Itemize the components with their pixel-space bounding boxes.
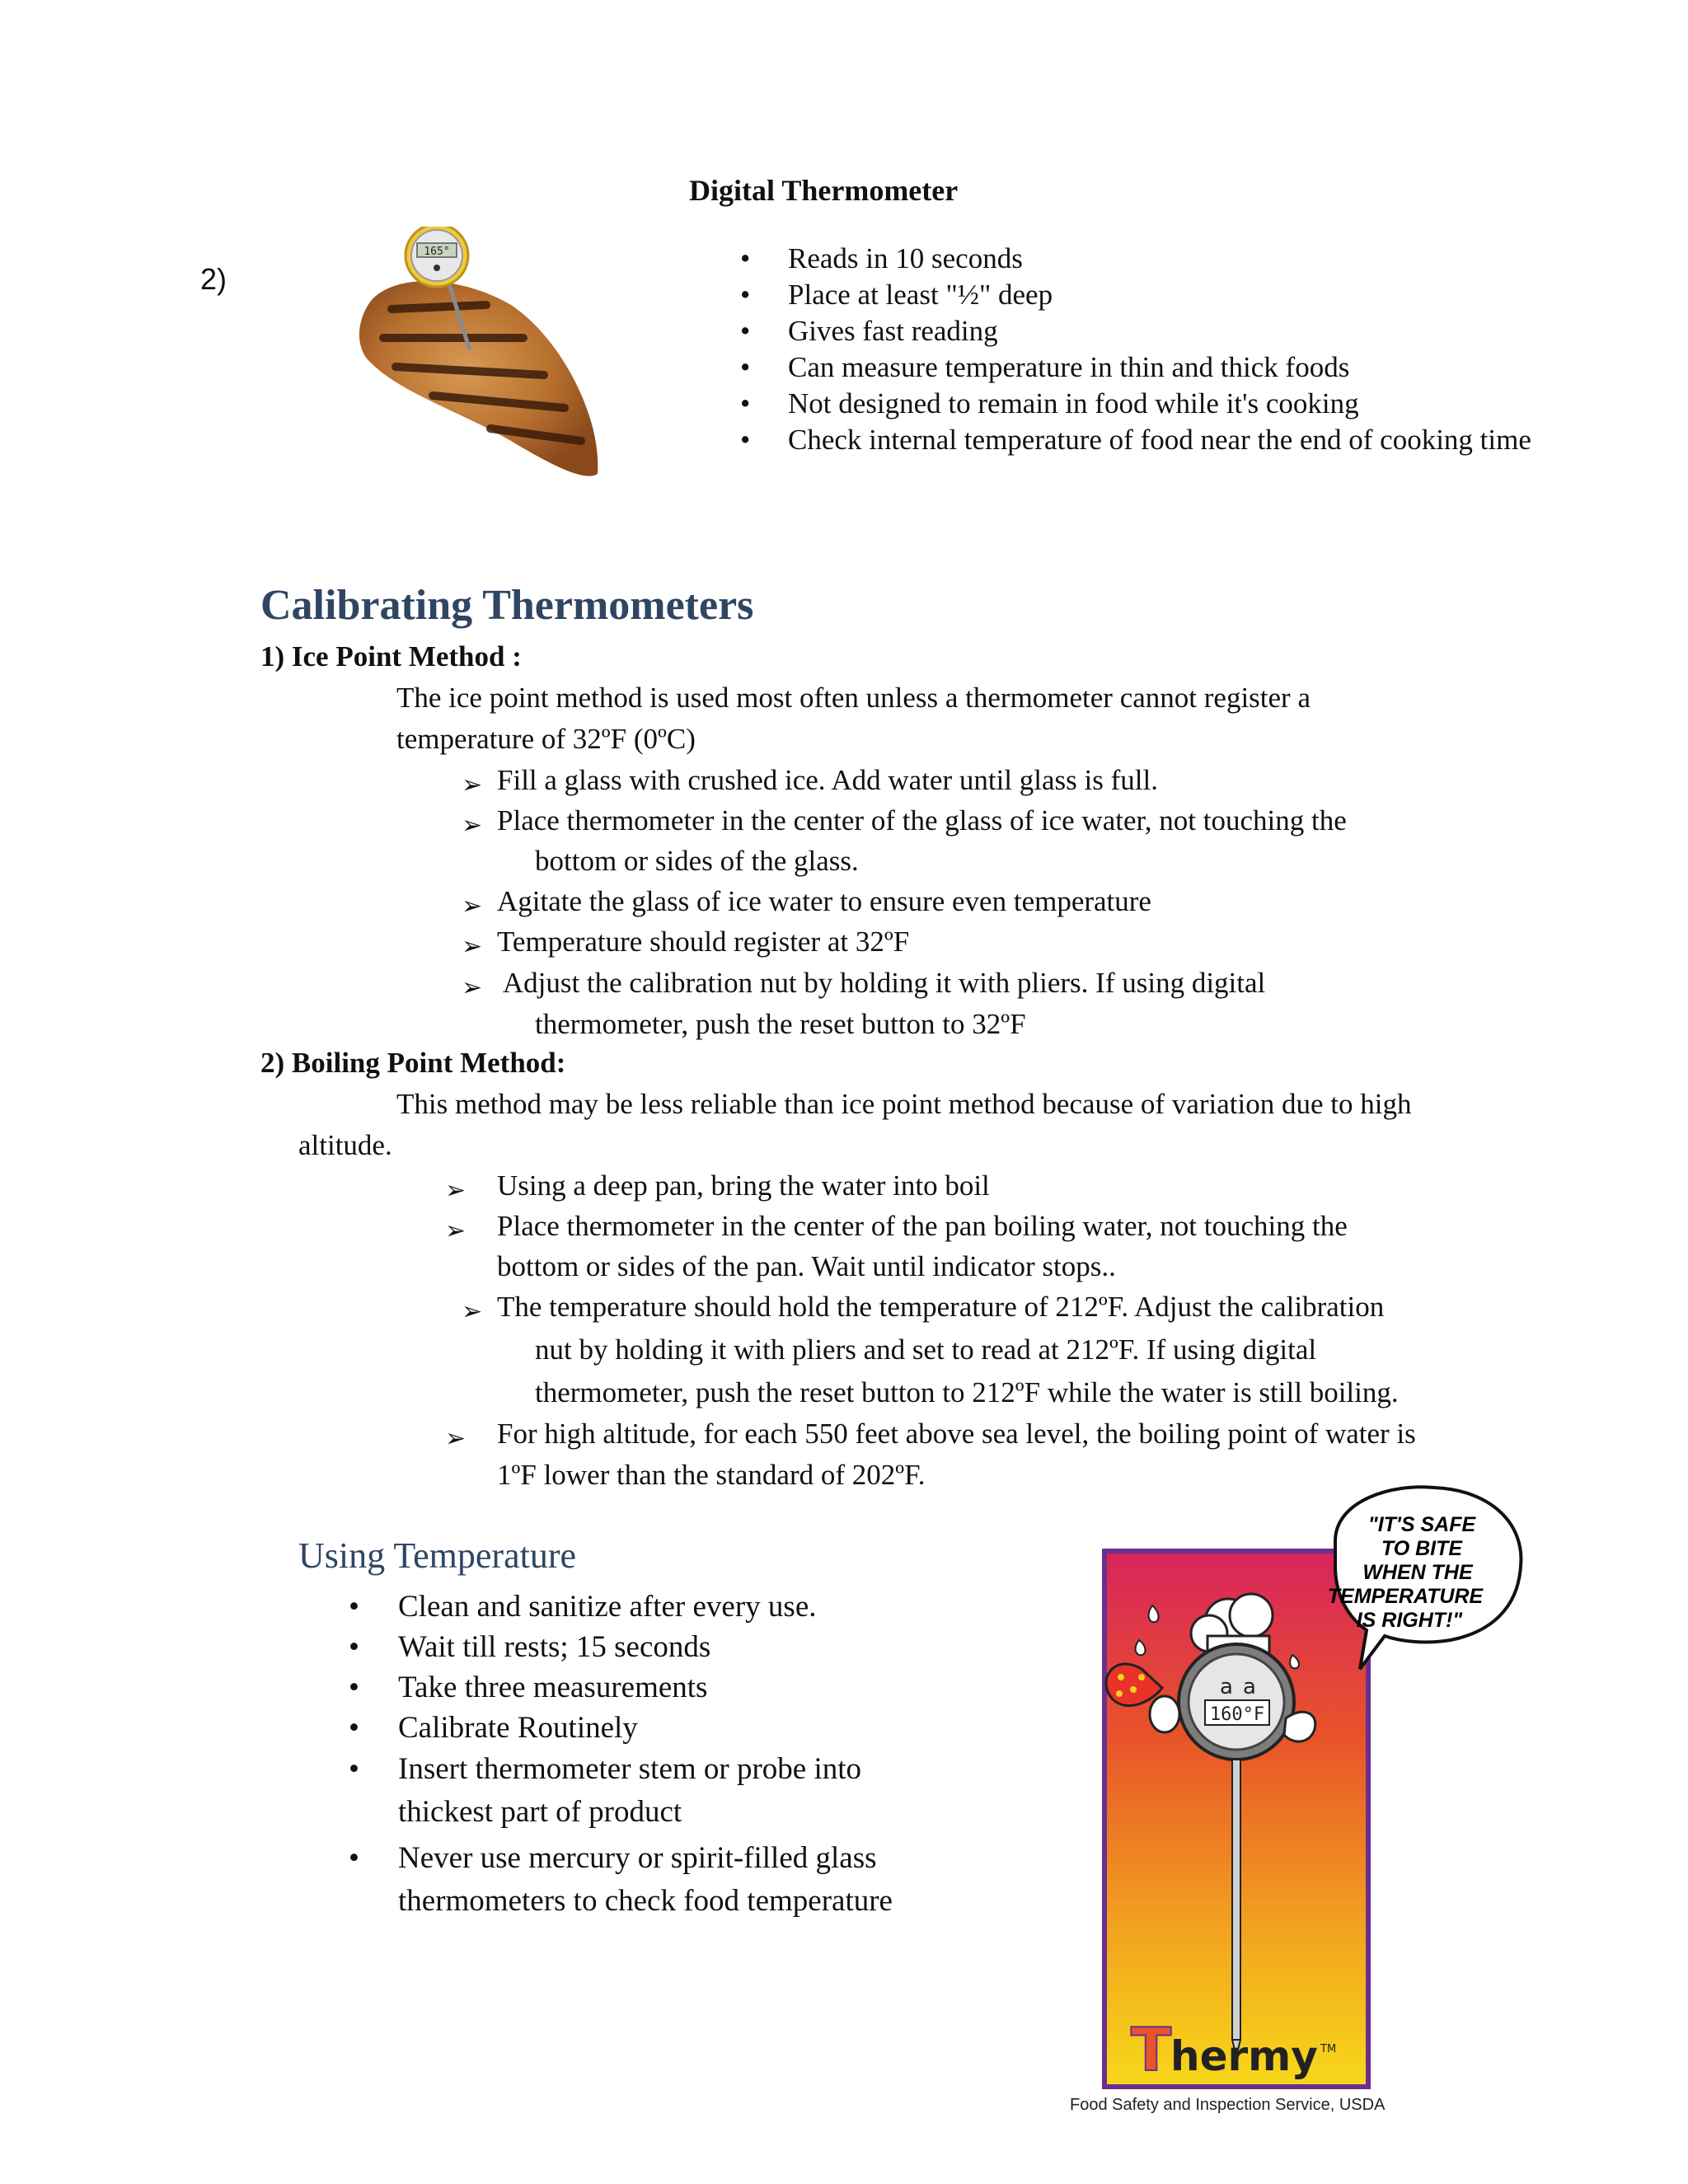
list-item: • Wait till rests; 15 seconds: [334, 1627, 977, 1667]
boiling-point-steps: [445, 1165, 1475, 1496]
ice-intro-line: The ice point method is used most often unless a thermometer cannot register a: [396, 682, 1311, 714]
digital-thermometer-title: Digital Thermometer: [689, 174, 959, 207]
svg-text:a: a: [1243, 1675, 1256, 1699]
bubble-line: IS RIGHT!": [1356, 1609, 1463, 1632]
thermometer-display: 165°: [424, 246, 450, 258]
arrow-bullet-icon: ➢: [462, 973, 483, 1002]
list-item: ➢ Fill a glass with crushed ice. Add water until glass is full.: [462, 760, 1451, 800]
thermy-dial-reading: 160°F: [1209, 1704, 1265, 1725]
list-item-continuation: nut by holding it with pliers and set to read at 212ºF. If using digital: [535, 1333, 1317, 1366]
boiling-point-intro: [298, 1084, 1452, 1166]
arrow-bullet-icon: ➢: [445, 1216, 467, 1245]
chicken-thermometer-image: [346, 227, 618, 490]
list-item-continuation: bottom or sides of the glass.: [535, 845, 859, 877]
bubble-line: WHEN THE: [1362, 1561, 1473, 1584]
list-item: ➢ For high altitude, for each 550 feet above sea level, the boiling point of water is: [445, 1413, 1475, 1455]
list-item: ➢ Adjust the calibration nut by holding it with pliers. If using digital: [462, 963, 1451, 1004]
bubble-line: "IT'S SAFE: [1367, 1513, 1476, 1536]
svg-text:a: a: [1220, 1675, 1233, 1699]
thermy-logo-text: hermy: [1170, 2032, 1318, 2080]
list-item: • Can measure temperature in thin and thick foods: [725, 349, 1665, 386]
list-item-continuation: 1ºF lower than the standard of 202ºF.: [497, 1459, 926, 1491]
ice-point-heading: 1) Ice Point Method :: [260, 640, 522, 673]
calibrating-title: Calibrating Thermometers: [260, 582, 754, 629]
trademark-symbol: TM: [1320, 2043, 1337, 2055]
list-item: ➢ Place thermometer in the center of the glass of ice water, not touching the: [462, 800, 1451, 841]
using-temperature-bullets: [334, 1586, 977, 1923]
list-item: • Calibrate Routinely: [334, 1708, 977, 1748]
arrow-bullet-icon: ➢: [445, 1176, 467, 1205]
list-item: ➢ The temperature should hold the temperature of 212ºF. Adjust the calibration: [445, 1286, 1475, 1329]
arrow-bullet-icon: ➢: [462, 932, 483, 961]
thermy-logo-letter: T: [1131, 2015, 1172, 2084]
list-item: • Not designed to remain in food while it's cooking: [725, 386, 1665, 422]
list-item: • Check internal temperature of food near the end of cooking time: [725, 422, 1665, 458]
list-item: • Clean and sanitize after every use.: [334, 1586, 977, 1627]
bubble-line: TO BITE: [1381, 1537, 1463, 1560]
ice-intro-line: temperature of 32ºF (0ºC): [396, 723, 696, 755]
arrow-bullet-icon: ➢: [462, 771, 483, 799]
ice-point-steps: [462, 760, 1451, 1045]
boil-intro-line: altitude.: [298, 1129, 392, 1161]
list-item: ➢ Using a deep pan, bring the water into boil: [445, 1165, 1475, 1206]
list-item-continuation: thermometer, push the reset button to 212ºF while the water is still boiling.: [535, 1376, 1399, 1408]
ice-point-intro: [396, 677, 1427, 760]
arrow-bullet-icon: ➢: [445, 1424, 467, 1453]
digital-thermometer-bullets: [725, 241, 1665, 458]
bubble-line: TEMPERATURE: [1327, 1585, 1484, 1608]
list-item: • Gives fast reading: [725, 313, 1665, 349]
list-item: ➢ Temperature should register at 32ºF: [462, 921, 1451, 963]
thermy-poster: [1063, 1483, 1533, 2110]
list-item-continuation: thermometer, push the reset button to 32ºF: [535, 1008, 1026, 1040]
boil-intro-line: This method may be less reliable than ice point method because of variation due to high: [396, 1088, 1412, 1120]
list-item: ➢ Place thermometer in the center of the pan boiling water, not touching the: [445, 1206, 1475, 1246]
section-number: 2): [200, 262, 227, 296]
boiling-point-heading: 2) Boiling Point Method:: [260, 1047, 566, 1079]
list-item: • Reads in 10 seconds: [725, 241, 1665, 277]
arrow-bullet-icon: ➢: [462, 892, 483, 921]
arrow-bullet-icon: ➢: [462, 1297, 483, 1326]
list-item: ➢ Agitate the glass of ice water to ensure even temperature: [462, 881, 1451, 921]
list-item-continuation: bottom or sides of the pan. Wait until indicator stops..: [497, 1250, 1116, 1282]
list-item: • Never use mercury or spirit-filled glass thermometers to check food temperature: [334, 1837, 975, 1923]
list-item: • Place at least "½" deep: [725, 277, 1665, 313]
using-temperature-title: Using Temperature: [298, 1535, 577, 1576]
arrow-bullet-icon: ➢: [462, 811, 483, 840]
thermy-credit: Food Safety and Inspection Service, USDA: [1070, 2096, 1386, 2114]
list-item: • Take three measurements: [334, 1667, 977, 1708]
list-item: • Insert thermometer stem or probe into thickest part of product: [334, 1748, 926, 1834]
